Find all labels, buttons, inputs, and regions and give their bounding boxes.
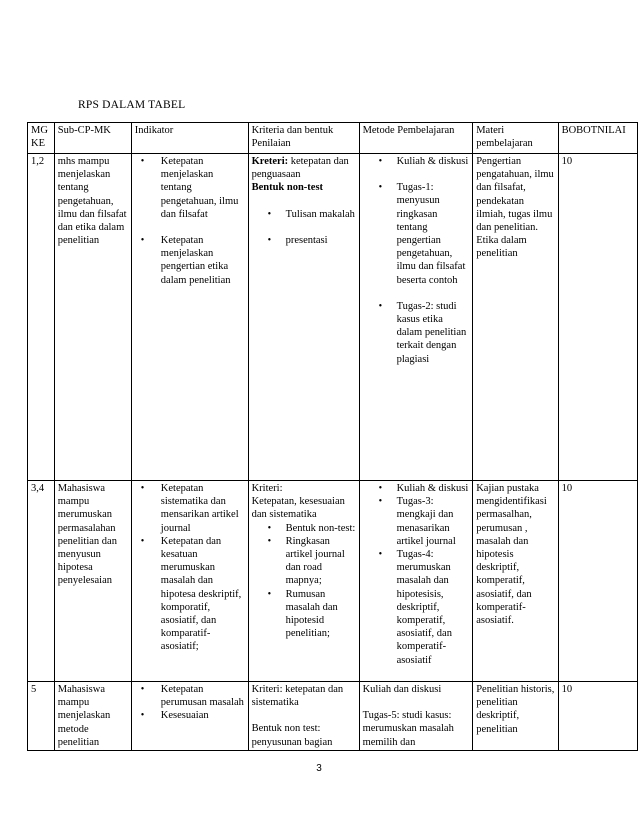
header-bobot: BOBOTNILAI	[558, 123, 637, 154]
list-item: • Ketepatan sistematika dan mensarikan artikel journal	[135, 482, 245, 535]
list-item: • Rumusan masalah dan hipotesid penelitian;	[252, 588, 356, 641]
kriteria-text: Ketepatan, kesesuaian dan sistematika	[251, 496, 345, 521]
list-item: • Tulisan makalah	[252, 208, 356, 221]
list-item: • Bentuk non-test:	[252, 522, 356, 535]
list-item: • Kesesuaian	[135, 709, 245, 722]
list-item: • Ketepatan menjelaskan tentang pengetahuan, ilmu dan filsafat	[135, 155, 245, 221]
cell-indikator	[131, 682, 248, 751]
header-materi: Materi pembelajaran	[473, 123, 558, 154]
cell-metode	[359, 682, 473, 751]
table-row	[28, 154, 638, 481]
header-metode: Metode Pembelajaran	[359, 123, 473, 154]
cell-sub-cp-mk: mhs mampu menjelaskan tentang pengetahuan, ilmu dan filsafat dan etika dalam penelitian	[54, 154, 131, 481]
kriteria-label: Kriteri:	[251, 483, 283, 494]
list-item: • Kuliah & diskusi	[363, 155, 470, 168]
cell-sub-cp-mk: Mahasiswa mampu merumuskan permasalahan penelitian dan menyusun hipotesa penyelesaian	[54, 481, 131, 682]
table-header-row	[28, 123, 638, 154]
list-item: • Ringkasan artikel journal dan road mapnya;	[252, 535, 356, 588]
list-item: • Ketepatan dan kesatuan merumuskan masalah dan hipotesa deskriptif, komporatif, asosiatif, dan komparatif-asosiatif;	[135, 535, 245, 654]
list-item: • Tugas-4: merumuskan masalah dan hipotesisis, deskriptif, komperatif, asosiatif, dan komperatif-asosiatif	[363, 548, 470, 667]
cell-materi: Pengertian pengatahuan, ilmu dan filsafat, pendekatan ilmiah, tugas ilmu dan penelitian. Etika dalam penelitian	[473, 154, 558, 481]
table-row	[28, 481, 638, 682]
cell-kriteria	[248, 481, 359, 682]
page-title: RPS DALAM TABEL	[78, 99, 186, 111]
cell-metode	[359, 154, 473, 481]
cell-kriteria	[248, 154, 359, 481]
header-indikator: Indikator	[131, 123, 248, 154]
cell-mg: 1,2	[28, 154, 55, 481]
list-item: • Tugas-1: menyusun ringkasan tentang pengertian pengetahuan, ilmu dan filsafat beserta contoh	[363, 181, 470, 287]
cell-indikator	[131, 154, 248, 481]
cell-indikator	[131, 481, 248, 682]
cell-bobot: 10	[558, 682, 637, 751]
bentuk-text: Bentuk non test: penyusunan bagian	[251, 723, 333, 748]
cell-metode	[359, 481, 473, 682]
cell-materi: Penelitian historis, penelitian deskriptif, penelitian	[473, 682, 558, 751]
cell-bobot: 10	[558, 481, 637, 682]
header-mg-ke: MG KE	[28, 123, 55, 154]
header-kriteria: Kriteria dan bentuk Penilaian	[248, 123, 359, 154]
kriteria-label: Kreteri:	[251, 156, 289, 167]
list-item: • Tugas-3: mengkaji dan menasarikan artikel journal	[363, 495, 470, 548]
cell-bobot: 10	[558, 154, 637, 481]
kriteria-text: ketepatan dan penguasaan	[251, 156, 349, 181]
header-sub-cp-mk: Sub-CP-MK	[54, 123, 131, 154]
cell-mg: 5	[28, 682, 55, 751]
cell-mg: 3,4	[28, 481, 55, 682]
table-row	[28, 682, 638, 751]
list-item: • Ketepatan perumusan masalah	[135, 683, 245, 709]
list-item: • presentasi	[252, 234, 356, 247]
bentuk-label: Bentuk non-test	[251, 182, 324, 194]
rps-table	[27, 122, 638, 751]
metode-line: Kuliah dan diskusi	[362, 684, 442, 695]
cell-sub-cp-mk: Mahasiswa mampu menjelaskan metode penelitian	[54, 682, 131, 751]
list-item: • Ketepatan menjelaskan pengertian etika dalam penelitian	[135, 234, 245, 287]
list-item: • Kuliah & diskusi	[363, 482, 470, 495]
metode-line: Tugas-5: studi kasus: merumuskan masalah memilih dan	[362, 710, 454, 748]
cell-materi: Kajian pustaka mengidentifikasi permasalhan, perumusan , masalah dan hipotesis deskriptif, komperatif, asosiatif, dan komperatif-asosiatif.	[473, 481, 558, 682]
list-item: • Tugas-2: studi kasus etika dalam penelitian terkait dengan plagiasi	[363, 300, 470, 366]
page-number: 3	[316, 763, 322, 774]
cell-kriteria	[248, 682, 359, 751]
kriteria-text: Kriteri: ketepatan dan sistematika	[251, 684, 344, 709]
